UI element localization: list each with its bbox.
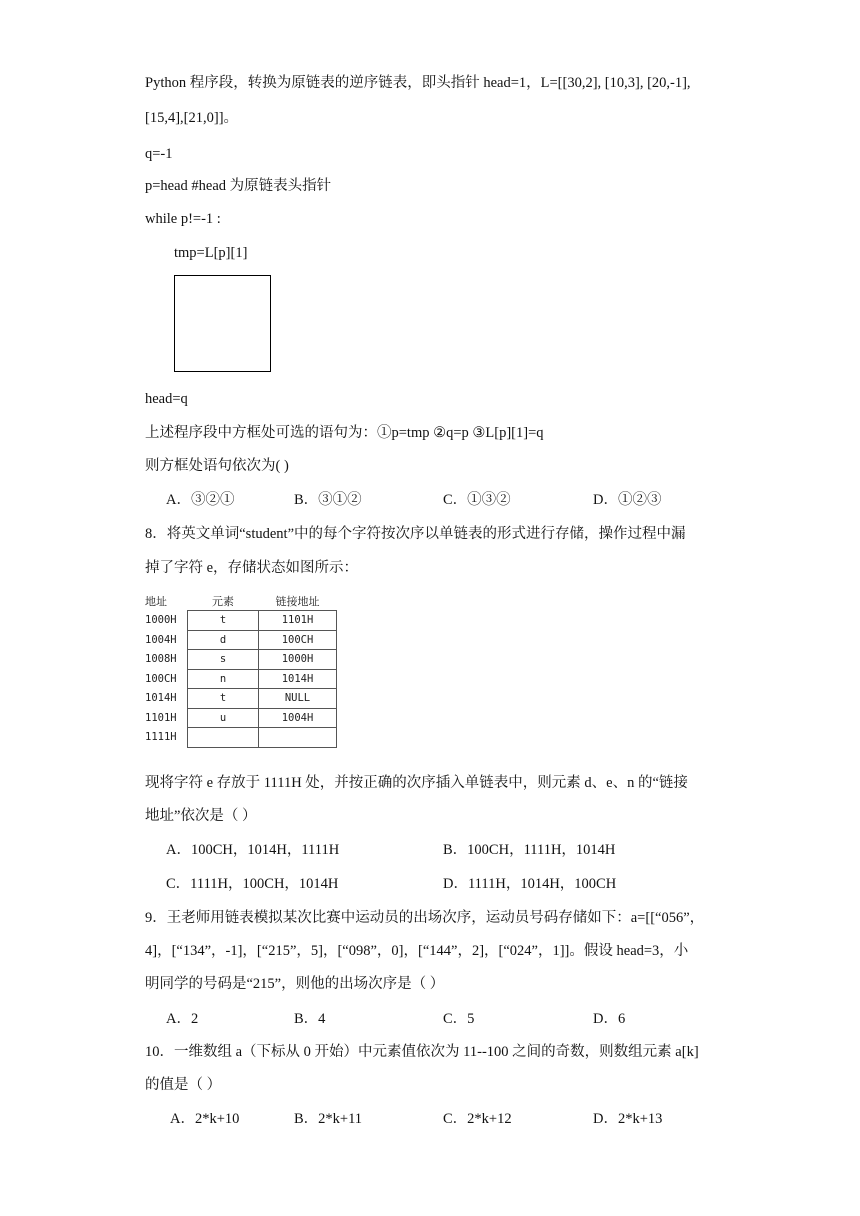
code-line-2: p=head #head 为原链表头指针	[145, 178, 332, 194]
q8-stem-line-2: 掉了字符 e，存储状态如图所示：	[145, 560, 359, 576]
q9-option-c: C．5	[443, 1011, 475, 1027]
q9-line-1: 9．王老师用链表模拟某次比赛中运动员的出场次序，运动员号码存储如下：a=[[“056”，	[145, 910, 705, 926]
q10-option-a: A．2*k+10	[170, 1111, 240, 1127]
q9-line-2: 4]，[“134”，-1]，[“215”，5]，[“098”，0]，[“144”，2]，[“024”，1]]。假设 head=3，小	[145, 943, 689, 959]
row-address: 1000H	[145, 614, 177, 627]
row-element: t	[188, 689, 259, 709]
row-address: 1004H	[145, 633, 177, 646]
q8-option-a: A．100CH，1014H，1111H	[166, 842, 340, 858]
q10-option-b: B．2*k+11	[294, 1111, 363, 1127]
row-element: s	[188, 650, 259, 670]
q8-after-line-1: 现将字符 e 存放于 1111H 处，并按正确的次序插入单链表中，则元素 d、e、n 的“链接	[145, 775, 688, 791]
row-link: 1101H	[259, 611, 337, 631]
q9-option-d: D．6	[593, 1011, 626, 1027]
q7-option-a: A．③②①	[166, 492, 235, 508]
q7-question: 则方框处语句依次为( )	[145, 458, 289, 474]
q10-line-2: 的值是（ ）	[145, 1077, 222, 1093]
code-line-4: tmp=L[p][1]	[174, 245, 248, 261]
row-address: 100CH	[145, 672, 177, 685]
table-row	[145, 669, 337, 689]
row-link: NULL	[259, 689, 337, 709]
intro-line-1: Python 程序段，转换为原链表的逆序链表，即头指针 head=1，L=[[30,2], [10,3], [20,-1],	[145, 75, 691, 91]
table-row	[145, 650, 337, 670]
table-row	[145, 708, 337, 728]
row-element: t	[188, 611, 259, 631]
code-line-3: while p!=-1 :	[145, 211, 221, 227]
header-address: 地址	[145, 595, 167, 609]
code-line-5: head=q	[145, 391, 188, 407]
row-address: 1014H	[145, 692, 177, 705]
header-link-address: 链接地址	[275, 595, 320, 608]
header-element: 元素	[212, 595, 234, 608]
row-link: 100CH	[259, 630, 337, 650]
table-row	[145, 689, 337, 709]
row-link	[259, 728, 337, 748]
q8-after-line-2: 地址”依次是（ ）	[145, 808, 257, 824]
row-address: 1111H	[145, 731, 177, 744]
row-address: 1101H	[145, 711, 177, 724]
q10-line-1: 10．一维数组 a（下标从 0 开始）中元素值依次为 11--100 之间的奇数，则数组元素 a[k]	[145, 1044, 699, 1060]
q8-option-c: C．1111H，100CH，1014H	[166, 876, 339, 892]
q9-option-b: B．4	[294, 1011, 326, 1027]
q10-option-c: C．2*k+12	[443, 1111, 512, 1127]
table-row	[145, 611, 337, 631]
q8-option-d: D．1111H，1014H，100CH	[443, 876, 617, 892]
table-header-row	[145, 592, 337, 611]
row-link: 1000H	[259, 650, 337, 670]
intro-line-2: [15,4],[21,0]]。	[145, 110, 239, 126]
table-row	[145, 630, 337, 650]
table-row	[145, 728, 337, 748]
row-address: 1008H	[145, 653, 177, 666]
q9-option-a: A．2	[166, 1011, 199, 1027]
q9-line-3: 明同学的号码是“215”，则他的出场次序是（ ）	[145, 976, 445, 992]
q7-option-b: B．③①②	[294, 492, 362, 508]
q8-stem-line-1: 8．将英文单词“student”中的每个字符按次序以单链表的形式进行存储，操作过程中漏	[145, 526, 686, 542]
row-link: 1004H	[259, 708, 337, 728]
row-element	[188, 728, 259, 748]
q7-choices-text: 上述程序段中方框处可选的语句为：①p=tmp ②q=p ③L[p][1]=q	[145, 425, 544, 441]
row-element: d	[188, 630, 259, 650]
code-line-1: q=-1	[145, 146, 173, 162]
q7-option-d: D．①②③	[593, 492, 662, 508]
q7-option-c: C．①③②	[443, 492, 511, 508]
q10-option-d: D．2*k+13	[593, 1111, 663, 1127]
row-link: 1014H	[259, 669, 337, 689]
linked-list-memory-table	[145, 592, 337, 748]
q8-option-b: B．100CH，1111H，1014H	[443, 842, 616, 858]
row-element: u	[188, 708, 259, 728]
answer-blank-box	[174, 275, 271, 372]
row-element: n	[188, 669, 259, 689]
